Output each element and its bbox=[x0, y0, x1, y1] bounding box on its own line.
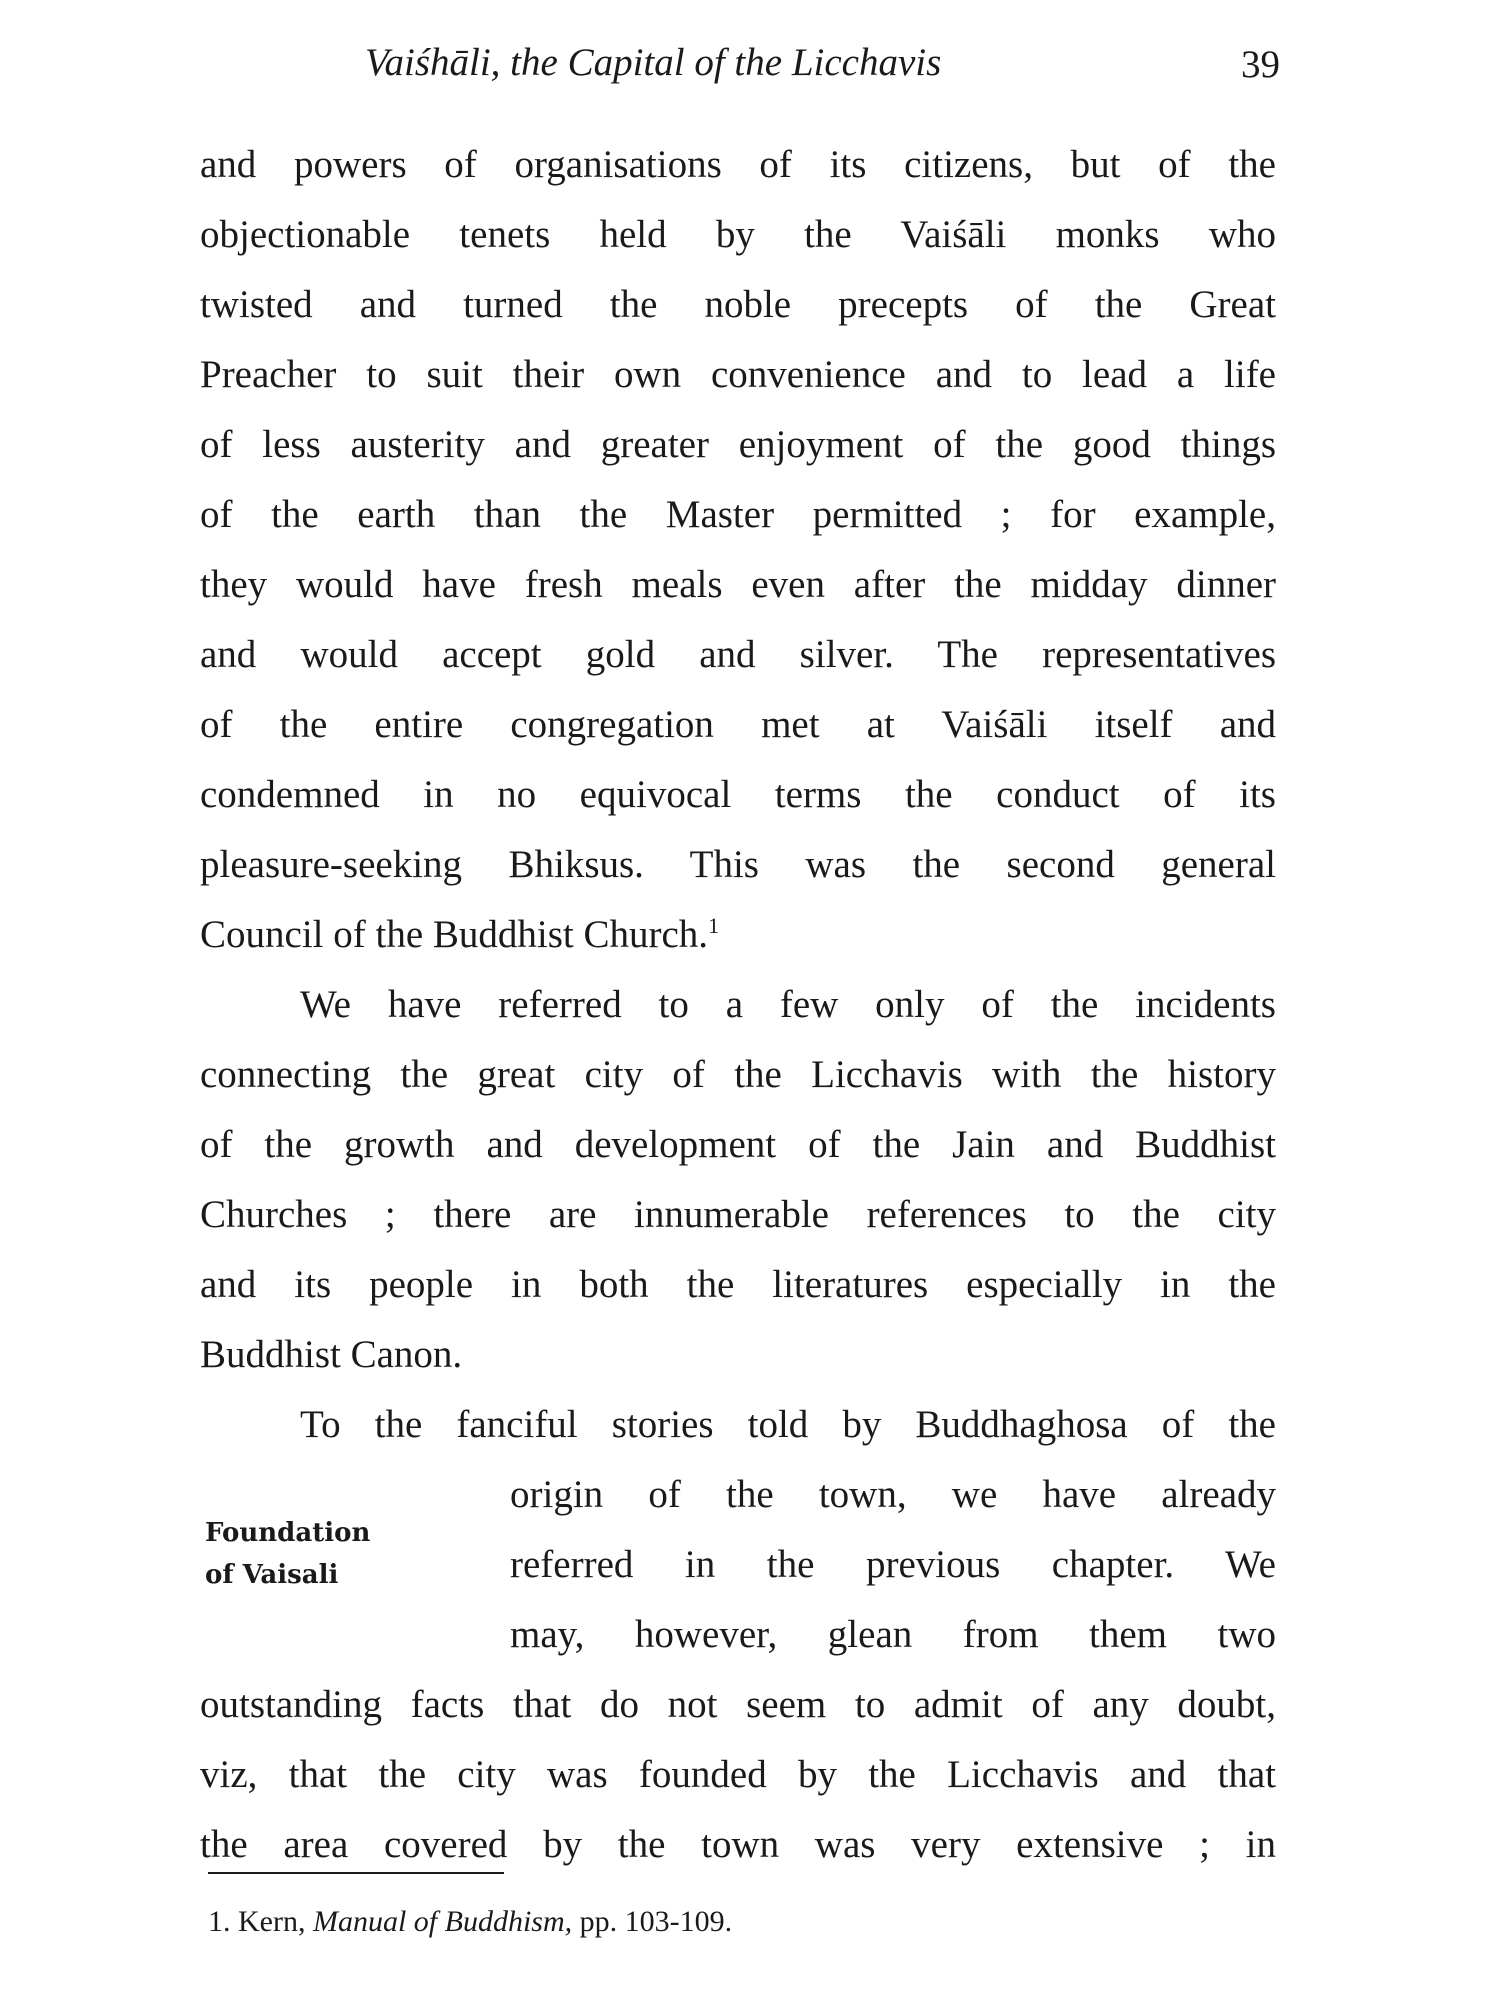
text-line: twisted and turned the noble precepts of the Great bbox=[200, 283, 1276, 326]
text-line: origin of the town, we have already bbox=[510, 1473, 1276, 1516]
paragraph-first-line: We have referred to a few only of the incidents bbox=[300, 983, 1276, 1026]
text-line: outstanding facts that do not seem to admit of any doubt, bbox=[200, 1683, 1276, 1726]
text-line: connecting the great city of the Licchavis with the history bbox=[200, 1053, 1276, 1096]
footnote-marker: 1 bbox=[708, 913, 720, 938]
text-line: objectionable tenets held by the Vaiśāli monks who bbox=[200, 213, 1276, 256]
text-line: Preacher to suit their own convenience and to lead a life bbox=[200, 353, 1276, 396]
margin-note-line: of Vaisali bbox=[205, 1560, 339, 1590]
text-line: referred in the previous chapter. We bbox=[510, 1543, 1276, 1586]
footnote-number: 1. bbox=[208, 1905, 231, 1938]
footnote-title: Manual of Buddhism, bbox=[312, 1905, 573, 1938]
text-line: of the growth and development of the Jain and Buddhist bbox=[200, 1123, 1276, 1166]
text-line: condemned in no equivocal terms the conduct of its bbox=[200, 773, 1276, 816]
margin-note bbox=[205, 1512, 425, 1596]
margin-note-line: Foundation bbox=[205, 1518, 371, 1548]
text-line: they would have fresh meals even after the midday dinner bbox=[200, 563, 1276, 606]
text-line: and powers of organisations of its citizens, but of the bbox=[200, 143, 1276, 186]
text-line: viz, that the city was founded by the Licchavis and that bbox=[200, 1753, 1276, 1796]
footnote-divider bbox=[208, 1872, 504, 1874]
page-header bbox=[200, 40, 1280, 100]
text-line bbox=[200, 913, 1276, 957]
text-line: of the entire congregation met at Vaiśāli itself and bbox=[200, 703, 1276, 746]
paragraph-first-line: To the fanciful stories told by Buddhaghosa of the bbox=[300, 1403, 1276, 1446]
text-line: the area covered by the town was very extensive ; in bbox=[200, 1823, 1276, 1866]
running-title: Vaiśhāli, the Capital of the Licchavis bbox=[365, 41, 942, 84]
text-line: may, however, glean from them two bbox=[510, 1613, 1276, 1656]
text-line-content: Council of the Buddhist Church. bbox=[200, 913, 709, 956]
text-line: Churches ; there are innumerable references to the city bbox=[200, 1193, 1276, 1236]
page-number: 39 bbox=[1241, 43, 1280, 86]
footnote-author: Kern, bbox=[238, 1905, 306, 1938]
footnote bbox=[208, 1905, 732, 1939]
text-line: pleasure-seeking Bhiksus. This was the second general bbox=[200, 843, 1276, 886]
text-line: Buddhist Canon. bbox=[200, 1333, 463, 1376]
text-line: of less austerity and greater enjoyment of the good things bbox=[200, 423, 1276, 466]
text-line: of the earth than the Master permitted ; for example, bbox=[200, 493, 1276, 536]
text-line: and would accept gold and silver. The representatives bbox=[200, 633, 1276, 676]
text-line: and its people in both the literatures especially in the bbox=[200, 1263, 1276, 1306]
footnote-pages: pp. 103-109. bbox=[579, 1905, 733, 1938]
